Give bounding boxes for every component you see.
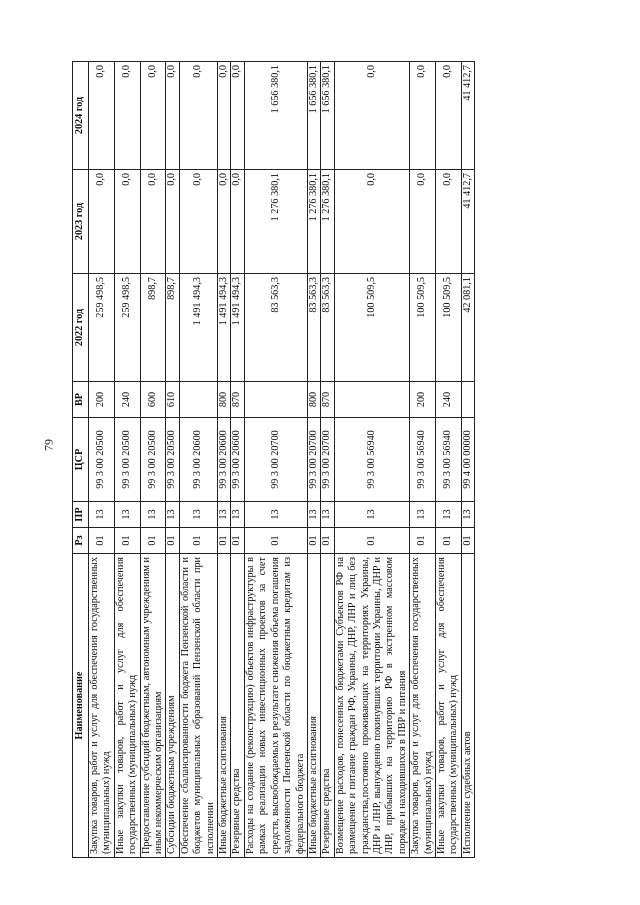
cell-2024: 0,0 xyxy=(114,62,140,170)
cell-name: Исполнение судебных актов xyxy=(461,554,474,858)
table-row xyxy=(435,62,461,858)
cell-2023: 1 276 380,1 xyxy=(307,170,320,274)
cell-2022: 259 498,5 xyxy=(114,274,140,382)
header-2022: 2022 год xyxy=(73,274,89,382)
cell-csr: 99 3 00 20600 xyxy=(218,418,231,502)
header-2023: 2023 год xyxy=(73,170,89,274)
cell-2022: 1 491 494,3 xyxy=(218,274,231,382)
page-number: 79 xyxy=(41,439,56,451)
cell-2024: 0,0 xyxy=(435,62,461,170)
cell-name: Закупка товаров, работ и услуг для обеспечения государственных (муниципальных) нужд xyxy=(89,554,115,858)
cell-name: Резервные средства xyxy=(231,554,244,858)
cell-csr: 99 3 00 20500 xyxy=(114,418,140,502)
cell-2022: 100 509,5 xyxy=(435,274,461,382)
table-row xyxy=(114,62,140,858)
cell-name: Резервные средства xyxy=(321,554,334,858)
cell-pr: 13 xyxy=(218,502,231,528)
cell-vr: 200 xyxy=(89,382,115,418)
cell-name: Расходы на создание (реконструкцию) объектов инфраструктуры в рамках реализации новых инвестиционных проектов за счет средств, высвобождаемых в результате снижения объема погашения задолженности Пензенской области по бюджетным кредитам из федерального бюджета xyxy=(244,554,307,858)
cell-2023: 0,0 xyxy=(410,170,436,274)
cell-rz: 01 xyxy=(435,528,461,554)
cell-2024: 0,0 xyxy=(231,62,244,170)
cell-2022: 898,7 xyxy=(166,274,179,382)
cell-csr: 99 4 00 00000 xyxy=(461,418,474,502)
cell-name: Иные закупки товаров, работ и услуг для обеспечения государственных (муниципальных) нужд xyxy=(114,554,140,858)
cell-2022: 259 498,5 xyxy=(89,274,115,382)
cell-2023: 41 412,7 xyxy=(461,170,474,274)
header-2024: 2024 год xyxy=(73,62,89,170)
cell-pr: 13 xyxy=(435,502,461,528)
header-vr: ВР xyxy=(73,382,89,418)
table-row xyxy=(231,62,244,858)
cell-2022: 100 509,5 xyxy=(334,274,409,382)
cell-name: Иные бюджетные ассигнования xyxy=(307,554,320,858)
header-pr: ПР xyxy=(73,502,89,528)
cell-pr: 13 xyxy=(244,502,307,528)
cell-name: Предоставление субсидий бюджетным, автономным учреждениям и иным некоммерческим организациям xyxy=(140,554,166,858)
cell-2024: 0,0 xyxy=(410,62,436,170)
table-row xyxy=(244,62,307,858)
cell-pr: 13 xyxy=(321,502,334,528)
cell-pr: 13 xyxy=(140,502,166,528)
cell-2022: 1 491 494,3 xyxy=(231,274,244,382)
cell-2024: 41 412,7 xyxy=(461,62,474,170)
header-rz: Рз xyxy=(73,528,89,554)
cell-vr xyxy=(244,382,307,418)
cell-rz: 01 xyxy=(179,528,217,554)
cell-vr: 870 xyxy=(231,382,244,418)
cell-2024: 0,0 xyxy=(140,62,166,170)
cell-vr: 610 xyxy=(166,382,179,418)
cell-2024: 0,0 xyxy=(89,62,115,170)
cell-2022: 1 491 494,3 xyxy=(179,274,217,382)
cell-2024: 0,0 xyxy=(218,62,231,170)
cell-csr: 99 3 00 56940 xyxy=(410,418,436,502)
cell-2024: 0,0 xyxy=(166,62,179,170)
cell-pr: 13 xyxy=(114,502,140,528)
cell-csr: 99 3 00 20700 xyxy=(321,418,334,502)
cell-csr: 99 3 00 56940 xyxy=(435,418,461,502)
cell-name: Иные закупки товаров, работ и услуг для обеспечения государственных (муниципальных) нужд xyxy=(435,554,461,858)
cell-rz: 01 xyxy=(218,528,231,554)
cell-pr: 13 xyxy=(89,502,115,528)
table-row xyxy=(334,62,409,858)
cell-vr: 600 xyxy=(140,382,166,418)
table-header-row xyxy=(73,62,89,858)
table-row xyxy=(179,62,217,858)
table-row xyxy=(461,62,474,858)
cell-rz: 01 xyxy=(307,528,320,554)
cell-2023: 1 276 380,1 xyxy=(321,170,334,274)
cell-name: Иные бюджетные ассигнования xyxy=(218,554,231,858)
cell-pr: 13 xyxy=(410,502,436,528)
cell-2024: 1 656 380,1 xyxy=(321,62,334,170)
table-row xyxy=(218,62,231,858)
cell-rz: 01 xyxy=(244,528,307,554)
cell-rz: 01 xyxy=(114,528,140,554)
cell-2023: 0,0 xyxy=(231,170,244,274)
cell-vr: 240 xyxy=(114,382,140,418)
cell-name: Возмещение расходов, понесенных бюджетами Субъектов РФ на размещение и питание граждан РФ, Украины, ДНР, ЛНР и лиц без гражданства,постоянно проживающих на территориях Украины, ДНР и ЛНР, вынужденно покинувших территории Украины, ДНР и ЛНР, прибывших на территорию РФ в экстренном массовом порядке и находившихся в ПВР и питания xyxy=(334,554,409,858)
cell-rz: 01 xyxy=(321,528,334,554)
cell-vr xyxy=(179,382,217,418)
cell-rz: 01 xyxy=(231,528,244,554)
cell-vr: 800 xyxy=(218,382,231,418)
table-row xyxy=(410,62,436,858)
cell-2023: 0,0 xyxy=(140,170,166,274)
cell-2023: 0,0 xyxy=(334,170,409,274)
rotated-table-wrapper xyxy=(72,62,558,858)
cell-rz: 01 xyxy=(461,528,474,554)
cell-name: Закупка товаров, работ и услуг для обеспечения государственных (муниципальных) нужд xyxy=(410,554,436,858)
cell-csr: 99 3 00 20600 xyxy=(231,418,244,502)
cell-pr: 13 xyxy=(334,502,409,528)
cell-rz: 01 xyxy=(89,528,115,554)
cell-vr xyxy=(461,382,474,418)
cell-2023: 0,0 xyxy=(166,170,179,274)
cell-vr xyxy=(334,382,409,418)
cell-name: Субсидии бюджетным учреждениям xyxy=(166,554,179,858)
cell-name: Обеспечение сбалансированности бюджета Пензенской области и бюджетов муниципальных образований Пензенской области при исполнении xyxy=(179,554,217,858)
cell-2024: 0,0 xyxy=(334,62,409,170)
cell-2023: 0,0 xyxy=(218,170,231,274)
cell-2023: 0,0 xyxy=(179,170,217,274)
cell-2022: 83 563,3 xyxy=(244,274,307,382)
cell-2023: 0,0 xyxy=(435,170,461,274)
cell-rz: 01 xyxy=(166,528,179,554)
cell-pr: 13 xyxy=(307,502,320,528)
cell-vr: 870 xyxy=(321,382,334,418)
cell-rz: 01 xyxy=(334,528,409,554)
cell-rz: 01 xyxy=(140,528,166,554)
cell-vr: 240 xyxy=(435,382,461,418)
budget-table xyxy=(72,61,475,858)
cell-2022: 898,7 xyxy=(140,274,166,382)
cell-csr: 99 3 00 20500 xyxy=(140,418,166,502)
table-row xyxy=(321,62,334,858)
cell-2023: 0,0 xyxy=(89,170,115,274)
cell-csr: 99 3 00 20500 xyxy=(166,418,179,502)
cell-2023: 0,0 xyxy=(114,170,140,274)
cell-2022: 83 563,3 xyxy=(321,274,334,382)
header-csr: ЦСР xyxy=(73,418,89,502)
cell-csr: 99 3 00 20500 xyxy=(89,418,115,502)
cell-vr: 200 xyxy=(410,382,436,418)
cell-csr: 99 3 00 20700 xyxy=(307,418,320,502)
table-row xyxy=(307,62,320,858)
cell-csr: 99 3 00 20600 xyxy=(179,418,217,502)
cell-csr: 99 3 00 56940 xyxy=(334,418,409,502)
cell-pr: 13 xyxy=(166,502,179,528)
cell-pr: 13 xyxy=(231,502,244,528)
cell-csr: 99 3 00 20700 xyxy=(244,418,307,502)
cell-2022: 100 509,5 xyxy=(410,274,436,382)
cell-rz: 01 xyxy=(410,528,436,554)
cell-2024: 0,0 xyxy=(179,62,217,170)
cell-2024: 1 656 380,1 xyxy=(307,62,320,170)
cell-2022: 83 563,3 xyxy=(307,274,320,382)
cell-2022: 42 081,1 xyxy=(461,274,474,382)
header-name: Наименование xyxy=(73,554,89,858)
cell-2023: 1 276 380,1 xyxy=(244,170,307,274)
table-row xyxy=(166,62,179,858)
cell-vr: 800 xyxy=(307,382,320,418)
table-row xyxy=(140,62,166,858)
table-row xyxy=(89,62,115,858)
cell-pr: 13 xyxy=(179,502,217,528)
cell-2024: 1 656 380,1 xyxy=(244,62,307,170)
cell-pr: 13 xyxy=(461,502,474,528)
